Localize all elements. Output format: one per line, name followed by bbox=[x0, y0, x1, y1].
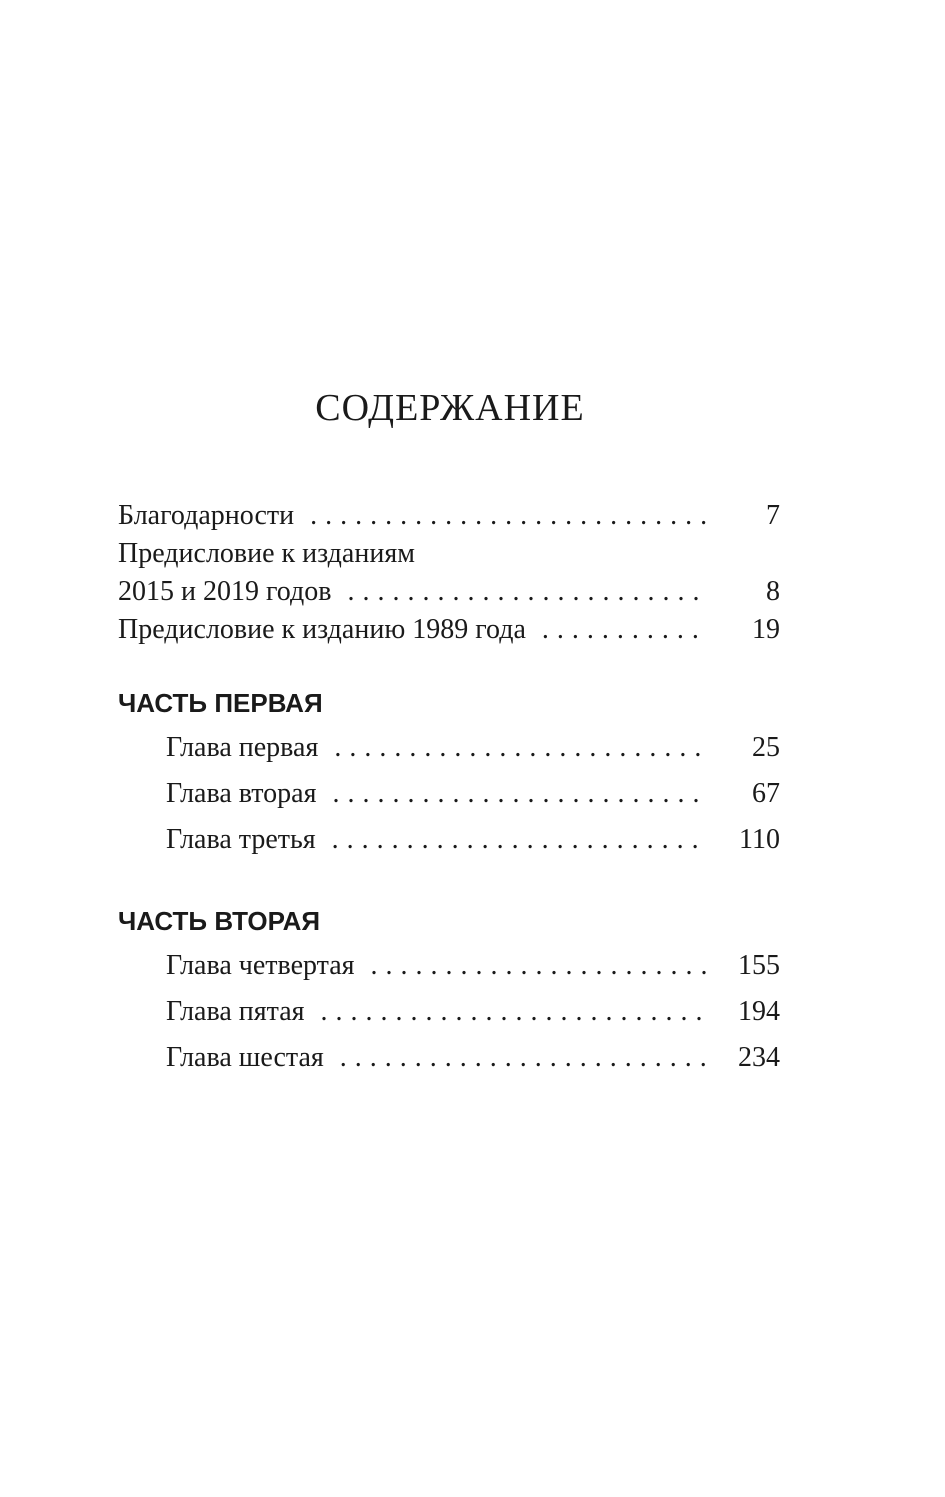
toc-entry-page: 155 bbox=[738, 950, 780, 981]
toc-entry-preface-2015-line1 bbox=[118, 538, 780, 576]
dot-leader bbox=[332, 824, 706, 856]
toc-entry-page: 19 bbox=[752, 614, 780, 645]
toc-entry-label: Глава третья bbox=[166, 824, 316, 855]
page-title: СОДЕРЖАНИЕ bbox=[315, 387, 585, 429]
toc-entry-chapter bbox=[118, 996, 780, 1042]
toc-entry-label: Глава первая bbox=[166, 732, 319, 763]
toc-entry-label: Предисловие к изданиям bbox=[118, 538, 415, 569]
toc-entry-label: Глава четвертая bbox=[166, 950, 355, 981]
toc-entry-preface-2015 bbox=[118, 576, 780, 614]
dot-leader bbox=[542, 614, 706, 646]
toc-entry-page: 25 bbox=[752, 732, 780, 763]
dot-leader bbox=[371, 950, 706, 982]
dot-leader bbox=[332, 778, 706, 810]
toc-entry-page: 110 bbox=[739, 824, 780, 855]
toc-entry-chapter bbox=[118, 732, 780, 778]
toc-entry-label: Глава шестая bbox=[166, 1042, 324, 1073]
toc-entry-label: Благодарности bbox=[118, 500, 295, 531]
toc-entry-label: Глава пятая bbox=[166, 996, 305, 1027]
table-of-contents bbox=[118, 500, 780, 1088]
toc-entry-chapter bbox=[118, 778, 780, 824]
toc-entry-acknowledgements bbox=[118, 500, 780, 538]
toc-entry-chapter bbox=[118, 950, 780, 996]
toc-entry-page: 7 bbox=[766, 500, 780, 531]
dot-leader bbox=[321, 996, 706, 1028]
toc-entry-page: 8 bbox=[766, 576, 780, 607]
toc-entry-label: 2015 и 2019 годов bbox=[118, 576, 332, 607]
toc-entry-chapter bbox=[118, 824, 780, 870]
toc-entry-page: 234 bbox=[738, 1042, 780, 1073]
dot-leader bbox=[334, 732, 706, 764]
part-heading: ЧАСТЬ ПЕРВАЯ bbox=[118, 688, 323, 718]
part-heading: ЧАСТЬ ВТОРАЯ bbox=[118, 906, 321, 936]
dot-leader bbox=[347, 576, 706, 608]
toc-entry-page: 67 bbox=[752, 778, 780, 809]
dot-leader bbox=[310, 500, 706, 532]
toc-entry-label: Предисловие к изданию 1989 года bbox=[118, 614, 526, 645]
toc-entry-label: Глава вторая bbox=[166, 778, 317, 809]
toc-entry-preface-1989 bbox=[118, 614, 780, 652]
dot-leader bbox=[340, 1042, 706, 1074]
toc-entry-chapter bbox=[118, 1042, 780, 1088]
toc-entry-page: 194 bbox=[738, 996, 780, 1027]
